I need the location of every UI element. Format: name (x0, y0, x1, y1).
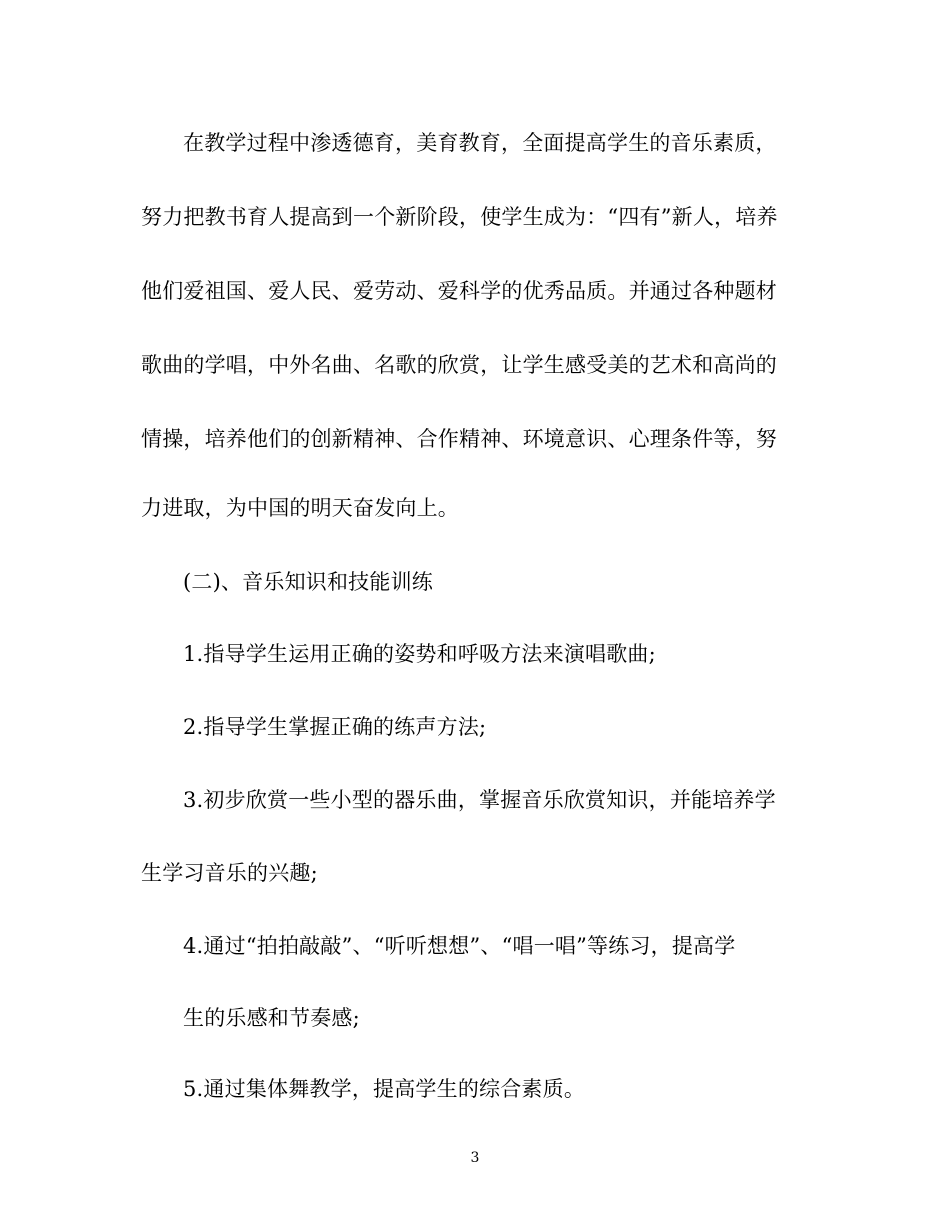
list-item: 2.指导学生掌握正确的练声方法; (183, 715, 487, 739)
section-heading: (二)、音乐知识和技能训练 (183, 570, 433, 594)
list-item-continuation: 生学习音乐的兴趣; (141, 861, 318, 885)
paragraph-line: 歌曲的学唱，中外名曲、名歌的欣赏，让学生感受美的艺术和高尚的 (141, 353, 777, 377)
list-item-continuation: 生的乐感和节奏感; (183, 1006, 360, 1030)
paragraph-line: 力进取，为中国的明天奋发向上。 (141, 496, 459, 520)
list-item: 1.指导学生运用正确的姿势和呼吸方法来演唱歌曲; (183, 642, 656, 666)
paragraph-line: 在教学过程中渗透德育，美育教育，全面提高学生的音乐素质， (183, 131, 777, 155)
list-item: 5.通过集体舞教学，提高学生的综合素质。 (183, 1077, 586, 1101)
list-item: 3.初步欣赏一些小型的器乐曲，掌握音乐欣赏知识，并能培养学 (183, 788, 776, 812)
page-number: 3 (470, 1150, 480, 1166)
list-item: 4.通过“拍拍敲敲”、“听听想想”、“唱一唱”等练习，提高学 (183, 934, 736, 958)
paragraph-line: 他们爱祖国、爱人民、爱劳动、爱科学的优秀品质。并通过各种题材 (141, 279, 777, 303)
paragraph-line: 努力把教书育人提高到一个新阶段，使学生成为：“四有”新人，培养 (141, 205, 778, 229)
paragraph-line: 情操，培养他们的创新精神、合作精神、环境意识、心理条件等，努 (141, 427, 777, 451)
